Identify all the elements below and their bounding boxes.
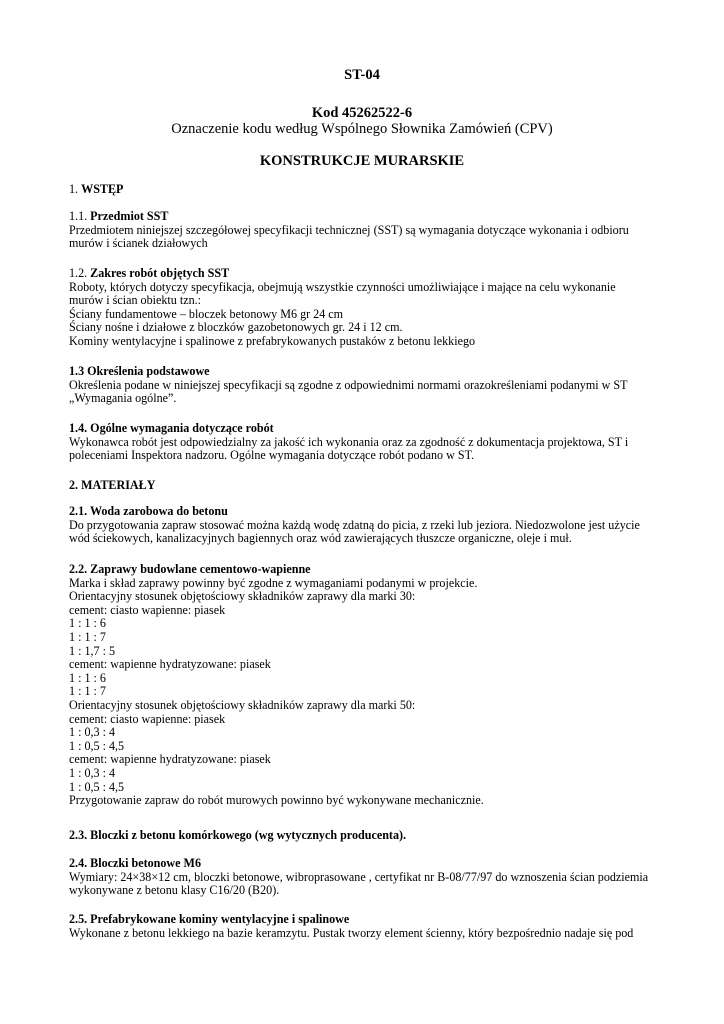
paragraph-line: Wykonane z betonu lekkiego na bazie keramzytu. Pustak tworzy element ścienny, który bezpośrednio nadaje się pod xyxy=(69,925,634,940)
paragraph-line: cement: wapienne hydratyzowane: piasek xyxy=(69,752,271,767)
section-1-3-title: 1.3 Określenia podstawowe xyxy=(69,364,210,378)
section-2-2 xyxy=(69,563,669,808)
section-1-1 xyxy=(69,210,669,251)
section-2-1-title: 2.1. Woda zarobowa do betonu xyxy=(69,504,228,518)
paragraph-line: Przygotowanie zapraw do robót murowych powinno być wykonywane mechanicznie. xyxy=(69,793,484,808)
section-2-3-title: 2.3. Bloczki z betonu komórkowego (wg wytycznych producenta). xyxy=(69,828,407,842)
paragraph-line: „Wymagania ogólne”. xyxy=(69,391,177,406)
section-1-title: WSTĘP xyxy=(81,182,124,196)
paragraph-line: murów i ścianek działowych xyxy=(69,236,208,251)
section-1-1-number: 1.1. xyxy=(69,209,91,223)
paragraph-line: wód ściekowych, kanalizacyjnych bagiennych oraz wód zawierających tłuszcze organiczne, oleje i muł. xyxy=(69,531,572,546)
paragraph-line: Ściany nośne i działowe z bloczków gazobetonowych gr. 24 i 12 cm. xyxy=(69,320,403,335)
paragraph-line: cement: ciasto wapienne: piasek xyxy=(69,602,226,617)
paragraph-line: 1 : 0,5 : 4,5 xyxy=(69,779,125,794)
paragraph-line: Orientacyjny stosunek objętościowy składników zaprawy dla marki 50: xyxy=(69,697,416,712)
paragraph-line: wykonywane z betonu klasy C16/20 (B20). xyxy=(69,883,280,898)
paragraph-line: Przedmiotem niniejszej szczegółowej specyfikacji technicznej (SST) są wymagania dotyczące wykonania i odbioru xyxy=(69,222,629,237)
section-2-heading xyxy=(69,479,669,493)
section-2-5-title: 2.5. Prefabrykowane kominy wentylacyjne i spalinowe xyxy=(69,912,350,926)
section-1-2-title: Zakres robót objętych SST xyxy=(90,266,230,280)
section-1-1-title: Przedmiot SST xyxy=(90,209,169,223)
paragraph-line: Wykonawca robót jest odpowiedzialny za jakość ich wykonania oraz za zgodność z dokumentacja projektowa, ST i xyxy=(69,434,629,449)
cpv-label: Oznaczenie kodu według Wspólnego Słownika Zamówień (CPV) xyxy=(171,121,553,137)
section-1-number: 1. xyxy=(69,182,82,196)
paragraph-line: 1 : 1 : 6 xyxy=(69,616,106,631)
section-2-4-title: 2.4. Bloczki betonowe M6 xyxy=(69,856,202,870)
paragraph-line: 1 : 0,5 : 4,5 xyxy=(69,738,125,753)
paragraph-line: 1 : 1 : 7 xyxy=(69,684,106,699)
paragraph-line: Ściany fundamentowe – bloczek betonowy M6 gr 24 cm xyxy=(69,306,344,321)
section-1-heading xyxy=(69,183,669,197)
paragraph-line: 1 : 1,7 : 5 xyxy=(69,643,116,658)
paragraph-line: 1 : 0,3 : 4 xyxy=(69,765,116,780)
paragraph-line: 1 : 0,3 : 4 xyxy=(69,725,116,740)
section-1-3 xyxy=(69,365,669,406)
section-2-5 xyxy=(69,913,669,940)
paragraph-line: cement: wapienne hydratyzowane: piasek xyxy=(69,657,271,672)
paragraph-line: murów i ścian obiektu tzn.: xyxy=(69,293,201,308)
paragraph-line: Określenia podane w niniejszej specyfikacji są zgodne z odpowiednimi normami orazokreśleniami podanymi w ST xyxy=(69,377,628,392)
section-1-4 xyxy=(69,422,669,463)
paragraph-line: Do przygotowania zapraw stosować można każdą wodę zdatną do picia, z rzeki lub jeziora. Niedozwolone jest użycie xyxy=(69,517,640,532)
paragraph-line: Kominy wentylacyjne i spalinowe z prefabrykowanych pustaków z betonu lekkiego xyxy=(69,333,476,348)
paragraph-line: Roboty, których dotyczy specyfikacja, obejmują wszystkie czynności umożliwiające i mające na celu wykonanie xyxy=(69,279,616,294)
paragraph-line: Wymiary: 24×38×12 cm, bloczki betonowe, wibroprasowane , certyfikat nr B-08/77/97 do wznoszenia ścian podziemia xyxy=(69,869,649,884)
page-title: KONSTRUKCJE MURARSKIE xyxy=(259,153,465,169)
section-2-2-title: 2.2. Zaprawy budowlane cementowo-wapienne xyxy=(69,562,311,576)
paragraph-line: 1 : 1 : 6 xyxy=(69,670,106,685)
paragraph-line: cement: ciasto wapienne: piasek xyxy=(69,711,226,726)
section-2-title: 2. MATERIAŁY xyxy=(69,478,156,492)
paragraph-line: poleceniami Inspektora nadzoru. Ogólne wymagania dotyczące robót podano w ST. xyxy=(69,448,475,463)
section-1-2-number: 1.2. xyxy=(69,266,91,280)
section-2-1 xyxy=(69,505,669,546)
paragraph-line: 1 : 1 : 7 xyxy=(69,629,106,644)
section-2-4 xyxy=(69,857,669,898)
doc-code: Kod 45262522-6 xyxy=(311,105,413,121)
section-2-3 xyxy=(69,829,669,843)
paragraph-line: Marka i skład zaprawy powinny być zgodne z wymaganiami podanymi w projekcie. xyxy=(69,575,478,590)
doc-id: ST-04 xyxy=(344,67,380,83)
paragraph-line: Orientacyjny stosunek objętościowy składników zaprawy dla marki 30: xyxy=(69,589,416,604)
section-1-4-title: 1.4. Ogólne wymagania dotyczące robót xyxy=(69,421,274,435)
section-1-2 xyxy=(69,267,669,349)
